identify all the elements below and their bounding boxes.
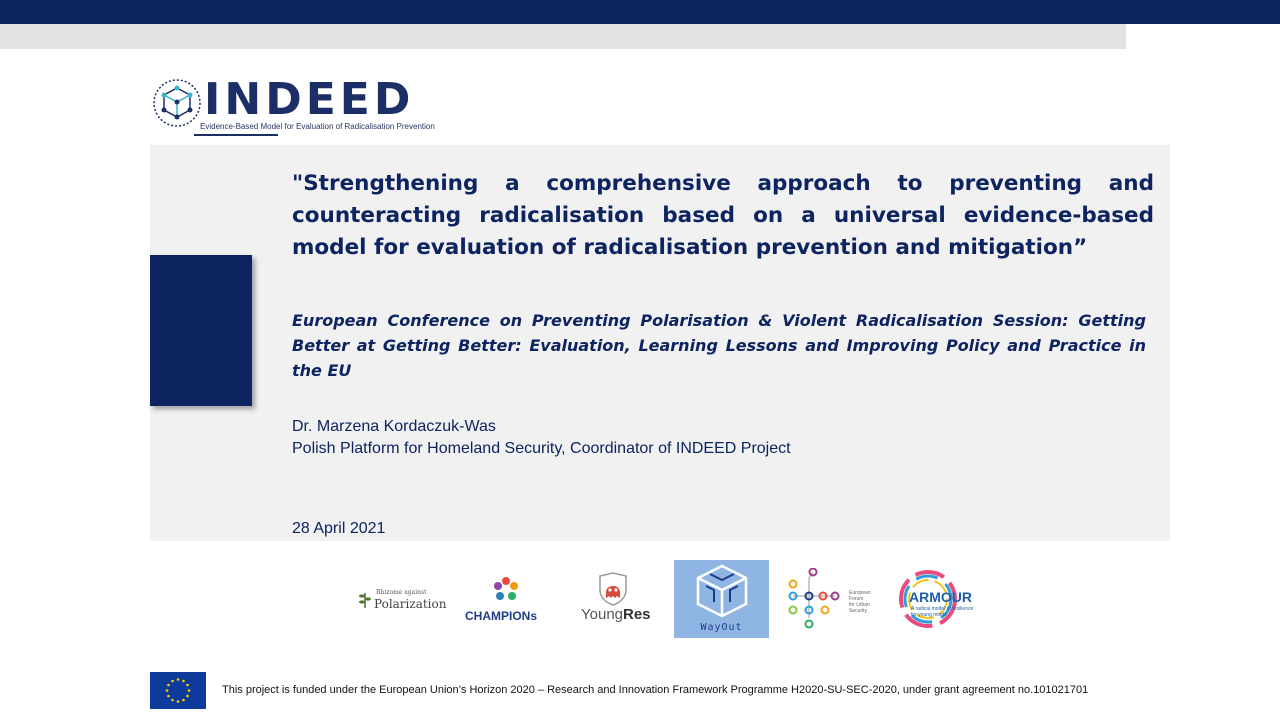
armour-logo: [897, 568, 979, 630]
efus-label: European Forum for Urban Security: [849, 590, 871, 614]
top-banner: [0, 0, 1280, 24]
youngres-label-a: Young: [581, 606, 623, 623]
accent-block: [150, 255, 252, 406]
champions-logo: [462, 576, 552, 624]
youngres-label: [581, 606, 651, 623]
efus-logo: [785, 568, 877, 630]
indeed-logo: [150, 74, 435, 138]
champions-label: CHAMPIONs: [465, 609, 538, 623]
wayout-cube-icon: [696, 564, 748, 618]
presentation-title: "Strengthening a comprehensive approach to preventing and counteracting radicalisation based on a universal evidence-based model for evaluation of radicalisation prevention and mitigation”: [292, 171, 1154, 260]
efus-network-icon: [785, 568, 847, 630]
rhizome-logo: [358, 588, 447, 614]
rhizome-leaf-icon: [358, 590, 372, 608]
armour-label: ARMOUR: [909, 589, 972, 605]
youngres-label-b: Res: [623, 606, 651, 623]
youngres-shield-icon: [598, 572, 628, 606]
logo-underline: [194, 134, 278, 136]
wayout-label: WayOut: [700, 622, 743, 633]
author-organization: Polish Platform for Homeland Security, Coordinator of INDEED Project: [292, 440, 791, 457]
logo-wordmark: INDEED: [204, 74, 415, 125]
author-name: Dr. Marzena Kordaczuk-Was: [292, 418, 496, 435]
sub-banner: [0, 24, 1126, 49]
wayout-logo: [674, 560, 769, 638]
rhizome-small-text: Rhizome against: [376, 589, 427, 596]
logo-tagline: Evidence-Based Model for Evaluation of Radicalisation Prevention: [200, 122, 435, 131]
funding-notice: This project is funded under the European Union’s Horizon 2020 – Research and Innovation Framework Programme H2020-SU-SEC-2020, under grant agreement no.101021701: [222, 684, 1089, 696]
presentation-date: 28 April 2021: [292, 520, 386, 537]
conference-subtitle: European Conference on Preventing Polarisation & Violent Radicalisation Session: Getting Better at Getting Better: Evaluation, Learning Lessons and Improving Policy and Practice in the EU: [292, 311, 1146, 380]
eu-flag-icon: [150, 672, 206, 709]
rhizome-big-text: Polarization: [374, 597, 447, 611]
youngres-logo: [580, 572, 654, 626]
champions-flower-icon: [492, 576, 520, 604]
armour-tagline: A radical model of resilience for young minds: [911, 606, 974, 618]
cube-network-icon: [152, 78, 202, 128]
